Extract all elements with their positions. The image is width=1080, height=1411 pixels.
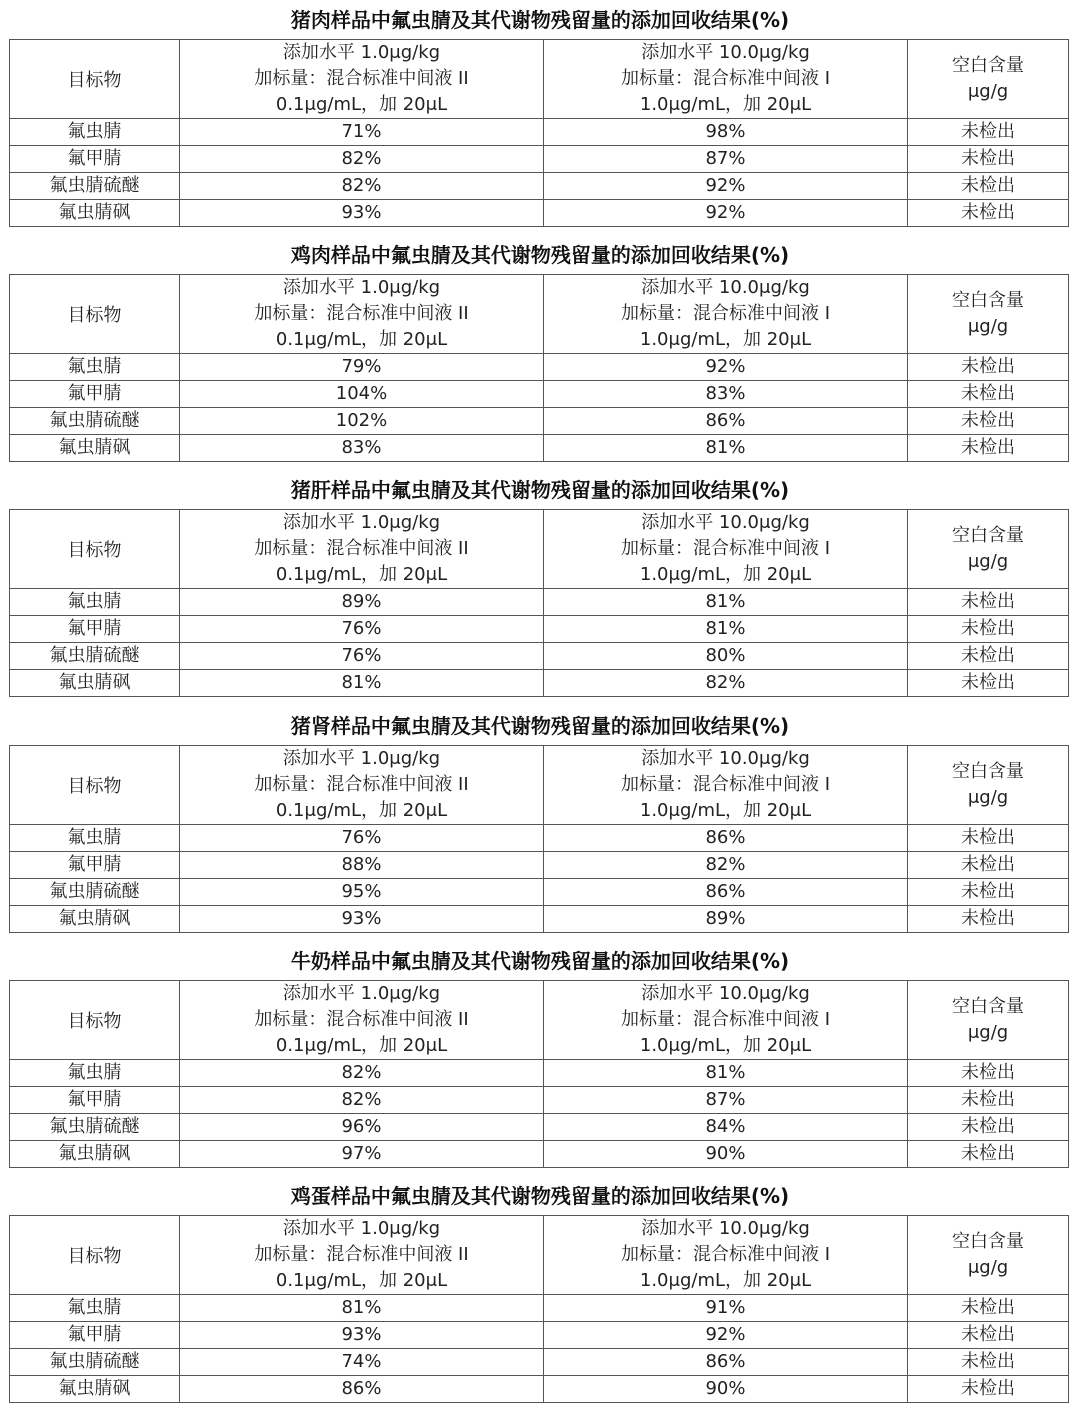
level-2-header-line: 添加水平 10.0μg/kg — [641, 983, 810, 1004]
blank-content-cell: 未检出 — [908, 354, 1069, 381]
compound-cell: 氟甲腈 — [10, 852, 180, 879]
table-row — [10, 146, 1069, 173]
level-1-header-line: 0.1μg/mL，加 20μL — [275, 329, 448, 350]
compound-cell: 氟甲腈 — [10, 616, 180, 643]
blank-content-cell: 未检出 — [908, 408, 1069, 435]
compound-cell: 氟虫腈砜 — [10, 1376, 180, 1403]
recovery-table-section — [0, 1178, 1080, 1399]
level-2-header — [544, 40, 908, 119]
high-level-recovery-cell: 98% — [544, 119, 908, 146]
table-row — [10, 200, 1069, 227]
table-row — [10, 408, 1069, 435]
compound-cell: 氟虫腈砜 — [10, 435, 180, 462]
level-2-header-line: 加标量：混合标准中间液 I — [620, 303, 831, 324]
blank-header-line: 空白含量 — [952, 290, 1024, 311]
table-header-row — [10, 746, 1069, 825]
level-1-header — [180, 40, 544, 119]
level-2-header-line: 添加水平 10.0μg/kg — [641, 512, 810, 533]
level-2-header — [544, 1216, 908, 1295]
blank-header-line: 空白含量 — [952, 996, 1024, 1017]
high-level-recovery-cell: 92% — [544, 1322, 908, 1349]
blank-header — [908, 981, 1069, 1060]
blank-content-cell: 未检出 — [908, 1114, 1069, 1141]
blank-content-cell: 未检出 — [908, 879, 1069, 906]
compound-cell: 氟虫腈 — [10, 589, 180, 616]
level-1-header-line: 加标量：混合标准中间液 II — [254, 774, 469, 795]
target-header: 目标物 — [10, 746, 180, 825]
blank-header-line: μg/g — [967, 81, 1009, 102]
table-title: 鸡肉样品中氟虫腈及其代谢物残留量的添加回收结果(%) — [290, 243, 790, 267]
high-level-recovery-cell: 90% — [544, 1141, 908, 1168]
level-2-header-line: 加标量：混合标准中间液 I — [620, 1009, 831, 1030]
level-2-header-line: 添加水平 10.0μg/kg — [641, 748, 810, 769]
high-level-recovery-cell: 86% — [544, 408, 908, 435]
recovery-table — [9, 274, 1069, 462]
low-level-recovery-cell: 86% — [180, 1376, 544, 1403]
blank-header-line: μg/g — [967, 787, 1009, 808]
low-level-recovery-cell: 71% — [180, 119, 544, 146]
blank-content-cell: 未检出 — [908, 119, 1069, 146]
low-level-recovery-cell: 93% — [180, 1322, 544, 1349]
table-row — [10, 852, 1069, 879]
compound-cell: 氟虫腈硫醚 — [10, 408, 180, 435]
level-1-header-line: 0.1μg/mL，加 20μL — [275, 1035, 448, 1056]
level-1-header-line: 添加水平 1.0μg/kg — [282, 983, 441, 1004]
low-level-recovery-cell: 82% — [180, 1087, 544, 1114]
recovery-table-section — [0, 472, 1080, 693]
compound-cell: 氟虫腈 — [10, 119, 180, 146]
high-level-recovery-cell: 86% — [544, 825, 908, 852]
level-2-header — [544, 510, 908, 589]
low-level-recovery-cell: 97% — [180, 1141, 544, 1168]
blank-header-line: μg/g — [967, 1257, 1009, 1278]
compound-cell: 氟甲腈 — [10, 146, 180, 173]
level-1-header-line: 添加水平 1.0μg/kg — [282, 42, 441, 63]
blank-content-cell: 未检出 — [908, 1376, 1069, 1403]
compound-cell: 氟虫腈砜 — [10, 906, 180, 933]
high-level-recovery-cell: 92% — [544, 200, 908, 227]
level-2-header-line: 1.0μg/mL，加 20μL — [639, 1270, 812, 1291]
level-2-header-line: 1.0μg/mL，加 20μL — [639, 1035, 812, 1056]
table-row — [10, 435, 1069, 462]
level-1-header-line: 添加水平 1.0μg/kg — [282, 277, 441, 298]
table-row — [10, 119, 1069, 146]
level-1-header-line: 加标量：混合标准中间液 II — [254, 538, 469, 559]
blank-header — [908, 275, 1069, 354]
high-level-recovery-cell: 80% — [544, 643, 908, 670]
level-2-header-line: 1.0μg/mL，加 20μL — [639, 564, 812, 585]
compound-cell: 氟虫腈 — [10, 354, 180, 381]
high-level-recovery-cell: 82% — [544, 852, 908, 879]
level-2-header — [544, 746, 908, 825]
low-level-recovery-cell: 93% — [180, 906, 544, 933]
blank-content-cell: 未检出 — [908, 852, 1069, 879]
low-level-recovery-cell: 76% — [180, 616, 544, 643]
high-level-recovery-cell: 82% — [544, 670, 908, 697]
blank-header-line: μg/g — [967, 551, 1009, 572]
target-header: 目标物 — [10, 275, 180, 354]
level-2-header-line: 1.0μg/mL，加 20μL — [639, 800, 812, 821]
compound-cell: 氟虫腈 — [10, 1060, 180, 1087]
low-level-recovery-cell: 76% — [180, 825, 544, 852]
level-1-header — [180, 981, 544, 1060]
compound-cell: 氟虫腈硫醚 — [10, 879, 180, 906]
blank-content-cell: 未检出 — [908, 1141, 1069, 1168]
high-level-recovery-cell: 83% — [544, 381, 908, 408]
table-row — [10, 1114, 1069, 1141]
low-level-recovery-cell: 81% — [180, 670, 544, 697]
level-1-header-line: 加标量：混合标准中间液 II — [254, 1009, 469, 1030]
low-level-recovery-cell: 82% — [180, 173, 544, 200]
low-level-recovery-cell: 102% — [180, 408, 544, 435]
blank-content-cell: 未检出 — [908, 670, 1069, 697]
high-level-recovery-cell: 87% — [544, 1087, 908, 1114]
compound-cell: 氟虫腈 — [10, 1295, 180, 1322]
table-title: 鸡蛋样品中氟虫腈及其代谢物残留量的添加回收结果(%) — [290, 1184, 790, 1208]
level-1-header-line: 添加水平 1.0μg/kg — [282, 512, 441, 533]
blank-header — [908, 746, 1069, 825]
blank-content-cell: 未检出 — [908, 1060, 1069, 1087]
level-2-header-line: 加标量：混合标准中间液 I — [620, 68, 831, 89]
compound-cell: 氟虫腈砜 — [10, 200, 180, 227]
table-header-row — [10, 275, 1069, 354]
level-1-header — [180, 510, 544, 589]
compound-cell: 氟甲腈 — [10, 1322, 180, 1349]
recovery-table-section — [0, 943, 1080, 1164]
level-2-header-line: 加标量：混合标准中间液 I — [620, 1244, 831, 1265]
level-1-header-line: 添加水平 1.0μg/kg — [282, 1218, 441, 1239]
table-row — [10, 1376, 1069, 1403]
blank-header-line: 空白含量 — [952, 525, 1024, 546]
blank-header-line: 空白含量 — [952, 1231, 1024, 1252]
low-level-recovery-cell: 89% — [180, 589, 544, 616]
target-header: 目标物 — [10, 510, 180, 589]
low-level-recovery-cell: 93% — [180, 200, 544, 227]
table-row — [10, 879, 1069, 906]
level-1-header-line: 0.1μg/mL，加 20μL — [275, 800, 448, 821]
compound-cell: 氟甲腈 — [10, 381, 180, 408]
level-1-header-line: 添加水平 1.0μg/kg — [282, 748, 441, 769]
recovery-table-section — [0, 708, 1080, 929]
blank-content-cell: 未检出 — [908, 825, 1069, 852]
target-header: 目标物 — [10, 40, 180, 119]
table-row — [10, 1322, 1069, 1349]
high-level-recovery-cell: 92% — [544, 173, 908, 200]
table-title: 猪肉样品中氟虫腈及其代谢物残留量的添加回收结果(%) — [290, 8, 790, 32]
blank-content-cell: 未检出 — [908, 1295, 1069, 1322]
table-header-row — [10, 1216, 1069, 1295]
level-2-header-line: 加标量：混合标准中间液 I — [620, 538, 831, 559]
low-level-recovery-cell: 88% — [180, 852, 544, 879]
compound-cell: 氟甲腈 — [10, 1087, 180, 1114]
high-level-recovery-cell: 84% — [544, 1114, 908, 1141]
blank-content-cell: 未检出 — [908, 146, 1069, 173]
level-1-header-line: 0.1μg/mL，加 20μL — [275, 564, 448, 585]
high-level-recovery-cell: 81% — [544, 1060, 908, 1087]
recovery-table — [9, 745, 1069, 933]
high-level-recovery-cell: 87% — [544, 146, 908, 173]
high-level-recovery-cell: 89% — [544, 906, 908, 933]
table-row — [10, 616, 1069, 643]
table-header-row — [10, 510, 1069, 589]
blank-content-cell: 未检出 — [908, 435, 1069, 462]
blank-content-cell: 未检出 — [908, 616, 1069, 643]
level-2-header — [544, 275, 908, 354]
table-row — [10, 1087, 1069, 1114]
compound-cell: 氟虫腈硫醚 — [10, 1349, 180, 1376]
table-row — [10, 354, 1069, 381]
blank-content-cell: 未检出 — [908, 1322, 1069, 1349]
blank-content-cell: 未检出 — [908, 381, 1069, 408]
high-level-recovery-cell: 92% — [544, 354, 908, 381]
table-row — [10, 1349, 1069, 1376]
recovery-table — [9, 509, 1069, 697]
blank-content-cell: 未检出 — [908, 1087, 1069, 1114]
table-header-row — [10, 981, 1069, 1060]
table-row — [10, 670, 1069, 697]
table-row — [10, 1295, 1069, 1322]
recovery-table — [9, 980, 1069, 1168]
blank-header — [908, 40, 1069, 119]
table-title: 猪肝样品中氟虫腈及其代谢物残留量的添加回收结果(%) — [290, 478, 790, 502]
recovery-table — [9, 39, 1069, 227]
compound-cell: 氟虫腈砜 — [10, 670, 180, 697]
level-2-header-line: 添加水平 10.0μg/kg — [641, 277, 810, 298]
blank-header-line: 空白含量 — [952, 55, 1024, 76]
blank-content-cell: 未检出 — [908, 200, 1069, 227]
low-level-recovery-cell: 104% — [180, 381, 544, 408]
blank-content-cell: 未检出 — [908, 589, 1069, 616]
level-2-header-line: 添加水平 10.0μg/kg — [641, 42, 810, 63]
compound-cell: 氟虫腈硫醚 — [10, 643, 180, 670]
level-1-header-line: 加标量：混合标准中间液 II — [254, 1244, 469, 1265]
table-row — [10, 825, 1069, 852]
blank-header-line: 空白含量 — [952, 761, 1024, 782]
high-level-recovery-cell: 86% — [544, 1349, 908, 1376]
level-1-header-line: 0.1μg/mL，加 20μL — [275, 1270, 448, 1291]
blank-header-line: μg/g — [967, 316, 1009, 337]
compound-cell: 氟虫腈硫醚 — [10, 173, 180, 200]
table-row — [10, 589, 1069, 616]
level-2-header-line: 1.0μg/mL，加 20μL — [639, 94, 812, 115]
low-level-recovery-cell: 96% — [180, 1114, 544, 1141]
blank-content-cell: 未检出 — [908, 643, 1069, 670]
low-level-recovery-cell: 83% — [180, 435, 544, 462]
table-row — [10, 1141, 1069, 1168]
blank-content-cell: 未检出 — [908, 173, 1069, 200]
high-level-recovery-cell: 90% — [544, 1376, 908, 1403]
target-header: 目标物 — [10, 1216, 180, 1295]
compound-cell: 氟虫腈砜 — [10, 1141, 180, 1168]
low-level-recovery-cell: 74% — [180, 1349, 544, 1376]
level-1-header-line: 加标量：混合标准中间液 II — [254, 303, 469, 324]
compound-cell: 氟虫腈硫醚 — [10, 1114, 180, 1141]
level-2-header-line: 1.0μg/mL，加 20μL — [639, 329, 812, 350]
low-level-recovery-cell: 81% — [180, 1295, 544, 1322]
level-1-header — [180, 1216, 544, 1295]
recovery-table-section — [0, 237, 1080, 458]
table-row — [10, 173, 1069, 200]
table-row — [10, 643, 1069, 670]
target-header: 目标物 — [10, 981, 180, 1060]
level-1-header — [180, 746, 544, 825]
low-level-recovery-cell: 82% — [180, 1060, 544, 1087]
low-level-recovery-cell: 79% — [180, 354, 544, 381]
high-level-recovery-cell: 81% — [544, 616, 908, 643]
table-row — [10, 906, 1069, 933]
low-level-recovery-cell: 76% — [180, 643, 544, 670]
level-2-header — [544, 981, 908, 1060]
table-row — [10, 381, 1069, 408]
high-level-recovery-cell: 86% — [544, 879, 908, 906]
table-title: 猪肾样品中氟虫腈及其代谢物残留量的添加回收结果(%) — [290, 714, 790, 738]
low-level-recovery-cell: 95% — [180, 879, 544, 906]
recovery-table-section — [0, 2, 1080, 223]
recovery-table — [9, 1215, 1069, 1403]
high-level-recovery-cell: 81% — [544, 435, 908, 462]
blank-content-cell: 未检出 — [908, 906, 1069, 933]
compound-cell: 氟虫腈 — [10, 825, 180, 852]
blank-content-cell: 未检出 — [908, 1349, 1069, 1376]
level-1-header — [180, 275, 544, 354]
table-row — [10, 1060, 1069, 1087]
level-1-header-line: 加标量：混合标准中间液 II — [254, 68, 469, 89]
level-2-header-line: 添加水平 10.0μg/kg — [641, 1218, 810, 1239]
table-title: 牛奶样品中氟虫腈及其代谢物残留量的添加回收结果(%) — [290, 949, 790, 973]
high-level-recovery-cell: 91% — [544, 1295, 908, 1322]
blank-header — [908, 1216, 1069, 1295]
high-level-recovery-cell: 81% — [544, 589, 908, 616]
blank-header-line: μg/g — [967, 1022, 1009, 1043]
blank-header — [908, 510, 1069, 589]
level-2-header-line: 加标量：混合标准中间液 I — [620, 774, 831, 795]
table-header-row — [10, 40, 1069, 119]
level-1-header-line: 0.1μg/mL，加 20μL — [275, 94, 448, 115]
low-level-recovery-cell: 82% — [180, 146, 544, 173]
